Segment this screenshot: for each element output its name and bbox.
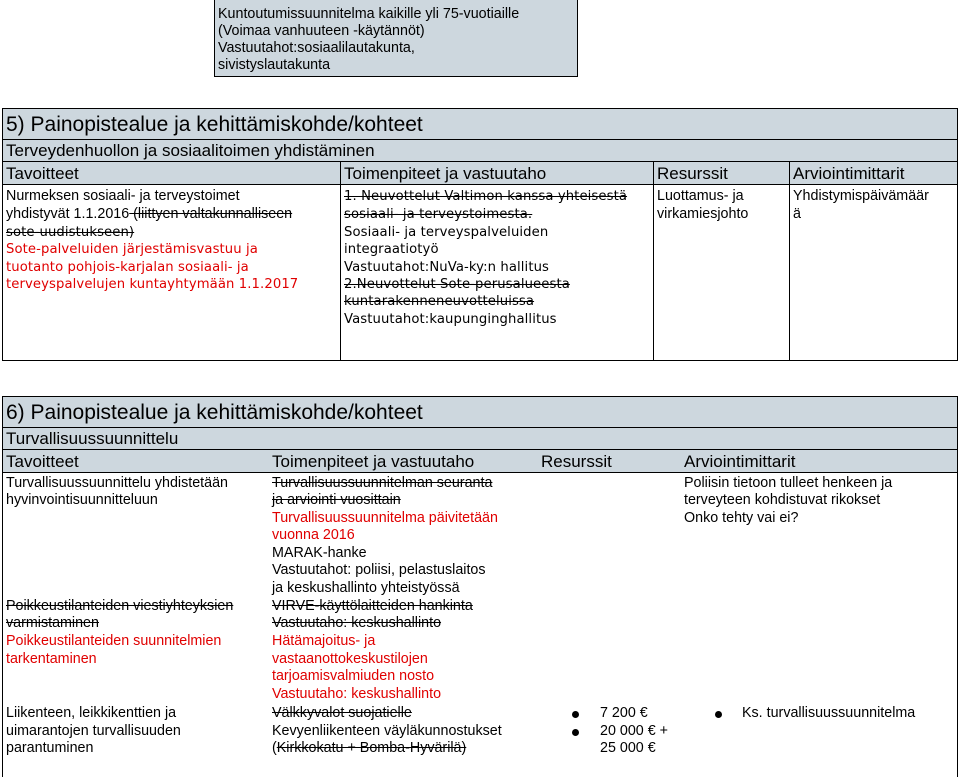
s5-goal-line-2: yhdistyvät 1.1.2016 (liittyen valtakunnalliseen xyxy=(6,206,293,222)
section5-col-goals: Tavoitteet xyxy=(6,164,79,183)
s6-action-b-line-3: Hätämajoitus- ja xyxy=(272,633,376,649)
s6-goal-c-line-1: Liikenteen, leikkikenttien ja xyxy=(6,705,177,721)
s5-action-line-1: 1. Neuvottelut Valtimon kanssa yhteisestä xyxy=(344,189,628,204)
s5-action-line-4: integraatiotyö xyxy=(344,242,439,257)
s6-action-b-line-4: vastaanottokeskustilojen xyxy=(272,651,428,667)
s5-measure-line-2: ä xyxy=(793,206,801,222)
s6-goal-b-line-2: varmistaminen xyxy=(6,615,99,631)
s6-goal-a-line-1: Turvallisuussuunnittelu yhdistetään xyxy=(6,475,228,491)
s5-goal-line-3: sote-uudistukseen) xyxy=(6,225,135,240)
s5-action-line-5: Vastuutahot:NuVa-ky:n hallitus xyxy=(344,260,550,275)
bullet-icon xyxy=(572,729,579,736)
section5-title: 5) Painopistealue ja kehittämiskohde/kohteet xyxy=(6,113,423,136)
s6-measure-line-3: Onko tehty vai ei? xyxy=(684,510,799,526)
top-box-line-3: Vastuutahot:sosiaalilautakunta, xyxy=(218,40,415,56)
section6-col-resources: Resurssit xyxy=(541,452,612,471)
s6-resource-3: 25 000 € xyxy=(600,740,656,756)
section6-col-measures: Arviointimittarit xyxy=(684,452,796,471)
s5-goal-line-5: tuotanto pohjois-karjalan sosiaali- ja xyxy=(6,260,249,275)
section6-subtitle: Turvallisuussuunnittelu xyxy=(6,429,179,448)
s6-action-c-line-1: Välkkyvalot suojatielle xyxy=(272,705,412,721)
s6-action-b-line-5: tarjoamisvalmiuden nosto xyxy=(272,668,435,684)
section5-col-actions: Toimenpiteet ja vastuutaho xyxy=(344,164,547,183)
s6-measure-line-2: terveyteen kohdistuvat rikokset xyxy=(684,492,881,508)
s6-action-a-line-3: Turvallisuussuunnitelma päivitetään xyxy=(272,510,498,526)
s5-measure-line-1: Yhdistymispäivämäär xyxy=(793,188,929,204)
section6-title: 6) Painopistealue ja kehittämiskohde/kohteet xyxy=(6,401,423,424)
bullet-icon xyxy=(572,711,579,718)
s6-goal-b-line-4: tarkentaminen xyxy=(6,651,97,667)
s6-measure-line-1: Poliisin tietoon tulleet henkeen ja xyxy=(684,475,893,491)
section6-col-goals: Tavoitteet xyxy=(6,452,79,471)
s5-action-line-7: kuntarakenneneuvotteluissa xyxy=(344,294,535,309)
s5-action-line-8: Vastuutahot:kaupunginghallitus xyxy=(344,312,557,327)
s6-action-b-line-2: Vastuutaho: keskushallinto xyxy=(272,615,442,631)
section5-col-resources: Resurssit xyxy=(657,164,728,183)
section5-col-measures: Arviointimittarit xyxy=(793,164,905,183)
section6-col-actions: Toimenpiteet ja vastuutaho xyxy=(272,452,475,471)
s6-goal-a-line-2: hyvinvointisuunnitteluun xyxy=(6,492,158,508)
s6-action-a-line-1: Turvallisuussuunnitelman seuranta xyxy=(272,475,493,491)
section5-subtitle: Terveydenhuollon ja sosiaalitoimen yhdistäminen xyxy=(6,141,375,160)
s5-resource-line-1: Luottamus- ja xyxy=(657,188,744,204)
s6-action-b-line-1: VIRVE-käyttölaitteiden hankinta xyxy=(272,598,473,614)
s6-action-b-line-6: Vastuutaho: keskushallinto xyxy=(272,686,442,702)
top-box-line-1: Kuntoutumissuunnitelma kaikille yli 75-vuotiaille xyxy=(218,6,520,22)
s5-action-line-3: Sosiaali- ja terveyspalveluiden xyxy=(344,225,549,240)
s5-action-line-2: sosiaali- ja terveystoimesta. xyxy=(344,207,533,222)
s6-goal-b-line-3: Poikkeustilanteiden suunnitelmien xyxy=(6,633,222,649)
s6-resource-2: 20 000 € + xyxy=(600,723,668,739)
s6-action-a-line-6: Vastuutahot: poliisi, pelastuslaitos xyxy=(272,562,486,578)
s6-action-c-line-2: Kevyenliikenteen väyläkunnostukset xyxy=(272,723,502,739)
s5-goal-line-4: Sote-palveluiden järjestämisvastuu ja xyxy=(6,242,258,257)
s6-measure-line-4: Ks. turvallisuussuunnitelma xyxy=(742,705,916,721)
s5-goal-line-6: terveyspalvelujen kuntayhtymään 1.1.2017 xyxy=(6,277,299,292)
top-box-line-4: sivistyslautakunta xyxy=(218,57,331,73)
s6-action-a-line-5: MARAK-hanke xyxy=(272,545,367,561)
s5-goal-line-1: Nurmeksen sosiaali- ja terveystoimet xyxy=(6,188,240,204)
top-box-line-2: (Voimaa vanhuuteen -käytännöt) xyxy=(218,23,425,39)
s6-action-a-line-7: ja keskushallinto yhteistyössä xyxy=(272,580,460,596)
s6-action-a-line-4: vuonna 2016 xyxy=(272,527,355,543)
s6-action-c-line-3: (Kirkkokatu + Bomba-Hyvärilä) xyxy=(272,740,467,756)
s6-action-a-line-2: ja arviointi vuosittain xyxy=(272,492,401,508)
s6-goal-c-line-2: uimarantojen turvallisuuden xyxy=(6,723,181,739)
s6-resource-1: 7 200 € xyxy=(600,705,648,721)
s5-resource-line-2: virkamiesjohto xyxy=(657,206,749,222)
s6-goal-c-line-3: parantuminen xyxy=(6,740,94,756)
s6-goal-b-line-1: Poikkeustilanteiden viestiyhteyksien xyxy=(6,598,234,614)
bullet-icon xyxy=(715,711,722,718)
s5-action-line-6: 2.Neuvottelut Sote-perusalueesta xyxy=(344,277,570,292)
